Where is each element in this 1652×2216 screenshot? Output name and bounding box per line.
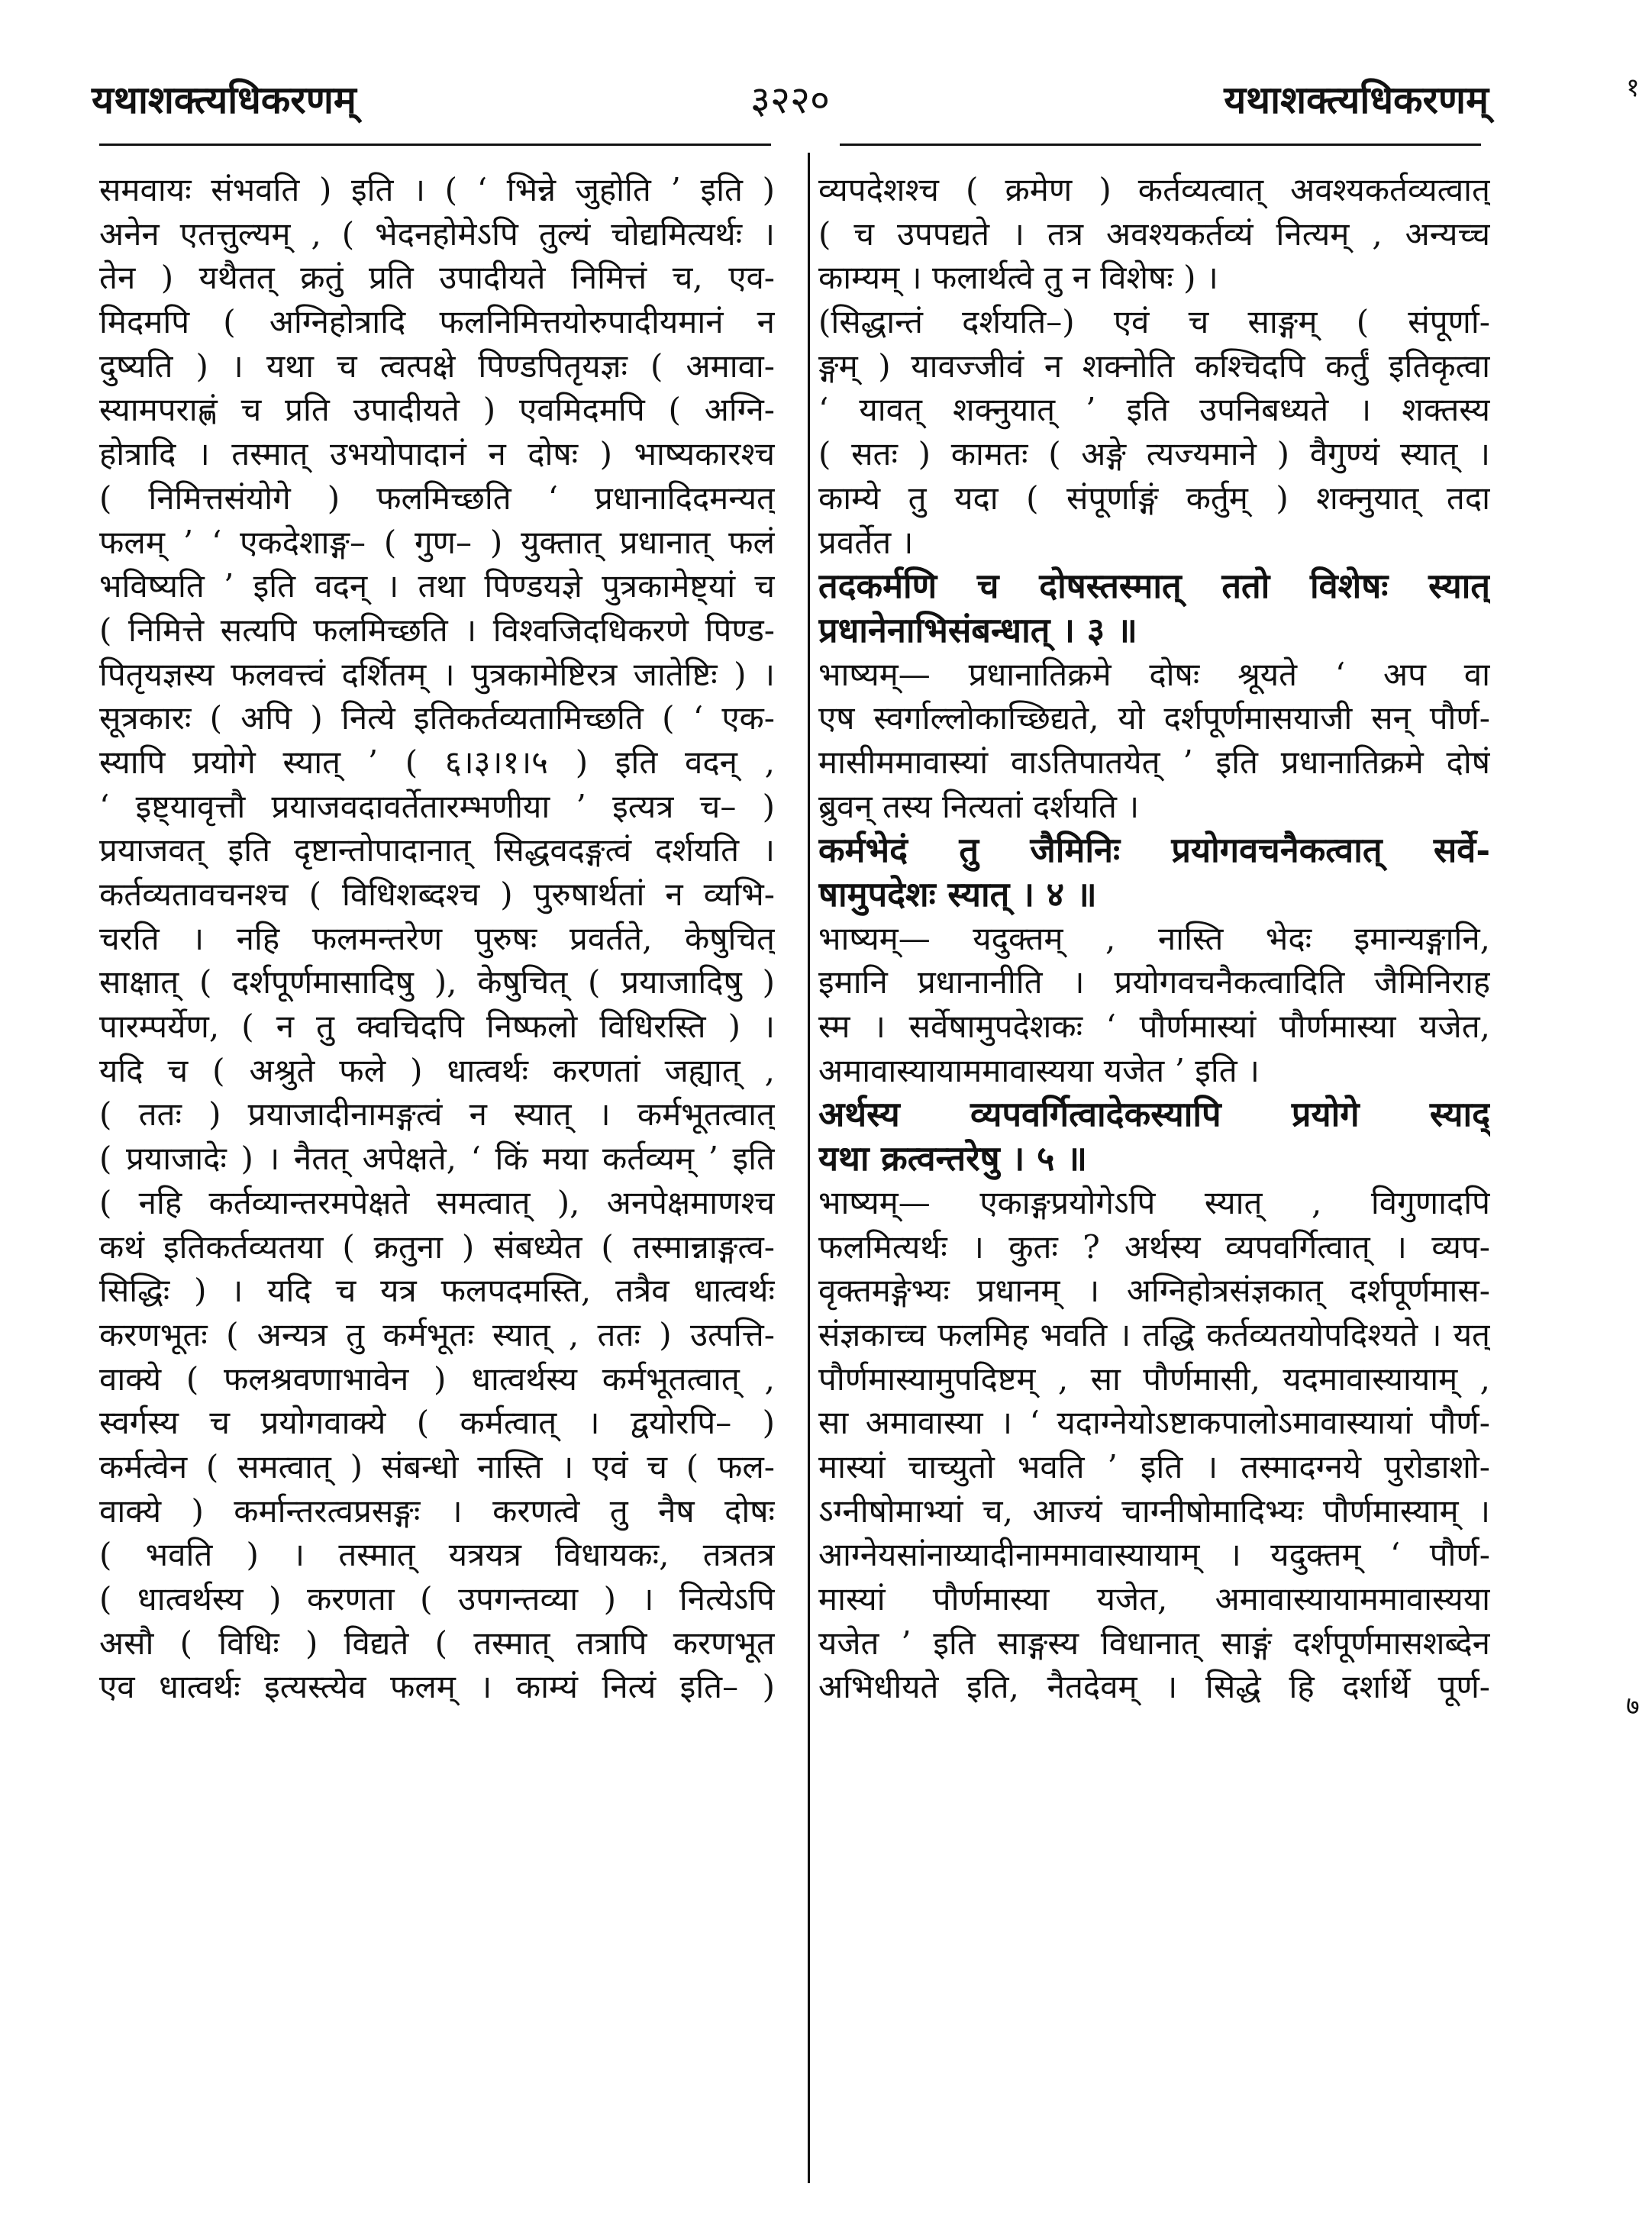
text-line: ( प्रयाजादेः ) । नैतत् अपेक्षते, ‘ किं मया कर्तव्यम् ’ इति <box>99 1140 775 1178</box>
text-line: पितृयज्ञस्य फलवत्त्वं दर्शितम् । पुत्रकामेष्टिरत्र जातेष्टिः ) । <box>99 655 775 693</box>
right-column <box>818 168 1490 1709</box>
text-line: ‘ इष्ट्यावृत्तौ प्रयाजवदावर्तेतारम्भणीया ’ इत्यत्र च– ) <box>99 787 775 825</box>
sutra-line: षामुपदेशः स्यात् । ४ ॥ <box>818 874 1097 914</box>
text-line: स्वर्गस्य च प्रयोगवाक्ये ( कर्मत्वात् । द्वयोरपि– ) <box>99 1404 775 1442</box>
text-line: ( धात्वर्थस्य ) करणता ( उपगन्तव्या ) । नित्येऽपि <box>99 1580 775 1618</box>
sutra-line: कर्मभेदं तु जैमिनिः प्रयोगवचनैकत्वात् सर्वे- <box>818 830 1490 871</box>
text-line: असौ ( विधिः ) विद्यते ( तस्मात् तत्रापि करणभूत <box>99 1624 775 1662</box>
text-line: स्यापि प्रयोगे स्यात् ’ ( ६।३।१।५ ) इति वदन् , <box>99 743 775 781</box>
text-line: ( भवति ) । तस्मात् यत्रयत्र विधायकः, तत्रतत्र <box>99 1536 775 1574</box>
sutra-line: प्रधानेनाभिसंबन्धात् । ३ ॥ <box>818 609 1137 650</box>
page-header <box>92 73 1489 134</box>
sutra-line: तदकर्मणि च दोषस्तस्मात् ततो विशेषः स्यात् <box>818 566 1490 607</box>
text-line: कथं इतिकर्तव्यतया ( क्रतुना ) संबध्येत ( तस्मान्नाङ्गत्व- <box>99 1227 775 1266</box>
text-line: भाष्यम्— यदुक्तम् , नास्ति भेदः इमान्यङ्गानि, <box>818 919 1490 957</box>
text-line: मास्यां पौर्णमास्या यजेत, अमावास्यायाममावास्यया <box>818 1580 1490 1618</box>
text-line: वाक्ये ( फलश्रवणाभावेन ) धात्वर्थस्य कर्मभूतत्वात् , <box>99 1360 775 1398</box>
text-line: ( निमित्ते सत्यपि फलमिच्छति । विश्वजिदधिकरणे पिण्ड- <box>99 611 775 649</box>
text-line: तेन ) यथैतत् क्रतुं प्रति उपादीयते निमित्तं च, एव- <box>99 259 775 297</box>
text-line: यजेत ’ इति साङ्गस्य विधानात् साङ्गं दर्शपूर्णमासशब्देन <box>818 1624 1490 1662</box>
text-line: व्यपदेशश्च ( क्रमेण ) कर्तव्यत्वात् अवश्यकर्तव्यत्वात् <box>818 171 1490 208</box>
text-line: एष स्वर्गाल्लोकाच्छिद्यते, यो दर्शपूर्णमासयाजी सन् पौर्ण- <box>818 699 1490 737</box>
text-line: ऽग्नीषोमाभ्यां च, आज्यं चाग्नीषोमादिभ्यः पौर्णमास्याम् । <box>818 1492 1490 1530</box>
text-line: (सिद्धान्तं दर्शयति–) एवं च साङ्गम् ( संपूर्णा- <box>818 303 1490 341</box>
text-line: वाक्ये ) कर्मान्तरत्वप्रसङ्गः । करणत्वे तु नैष दोषः <box>99 1492 775 1530</box>
text-line: स्यामपराह्णं च प्रति उपादीयते ) एवमिदमपि ( अग्नि- <box>99 391 775 429</box>
text-line: कर्मत्वेन ( समत्वात् ) संबन्धो नास्ति । एवं च ( फल- <box>99 1447 775 1485</box>
text-line: पारम्पर्येण, ( न तु क्वचिदपि निष्फलो विधिरस्ति ) । <box>99 1008 775 1046</box>
text-line: ( सतः ) कामतः ( अङ्गे त्यज्यमाने ) वैगुण्यं स्यात् । <box>818 435 1490 473</box>
text-line: फलमित्यर्थः । कुतः ? अर्थस्य व्यपवर्गित्वात् । व्यप- <box>818 1227 1490 1266</box>
text-line: ब्रुवन् तस्य नित्यतां दर्शयति । <box>818 787 1140 825</box>
sutra-line: अर्थस्य व्यपवर्गित्वादेकस्यापि प्रयोगे स्याद् <box>818 1094 1490 1135</box>
text-line: ङ्गम् ) यावज्जीवं न शक्नोति कश्चिदपि कर्तुं इतिकृत्वा <box>818 347 1490 385</box>
text-line: ‘ यावत् शक्नुयात् ’ इति उपनिबध्यते । शक्तस्य <box>818 391 1490 429</box>
text-line: संज्ञकाच्च फलमिह भवति । तद्धि कर्तव्यतयोपदिश्यते । यत् <box>818 1315 1490 1353</box>
text-line: स्म । सर्वेषामुपदेशकः ‘ पौर्णमास्यां पौर्णमास्या यजेत, <box>818 1008 1490 1046</box>
text-line: दुष्यति ) । यथा च त्वत्पक्षे पिण्डपितृयज्ञः ( अमावा- <box>99 347 775 385</box>
text-line: वृक्तमङ्गेभ्यः प्रधानम् । अग्निहोत्रसंज्ञकात् दर्शपूर्णमास- <box>818 1272 1490 1310</box>
text-line: एव धात्वर्थः इत्यस्त्येव फलम् । काम्यं नित्यं इति– ) <box>99 1668 775 1706</box>
header-rule-right <box>840 144 1481 146</box>
text-line: पौर्णमास्यामुपदिष्टम् , सा पौर्णमासी, यदमावास्यायाम् , <box>818 1360 1490 1398</box>
text-line: आग्नेयसांनाय्यादीनाममावास्यायाम् । यदुक्तम् ‘ पौर्ण- <box>818 1536 1490 1574</box>
text-line: अमावास्यायाममावास्यया यजेत ’ इति । <box>818 1051 1260 1089</box>
text-line: ( निमित्तसंयोगे ) फलमिच्छति ‘ प्रधानादिदमन्यत् <box>99 479 775 517</box>
text-line: समवायः संभवति ) इति । ( ‘ भिन्ने जुहोति ’ इति ) <box>99 171 775 208</box>
left-column <box>99 168 775 1709</box>
text-line: मासीममावास्यां वाऽतिपातयेत् ’ इति प्रधानातिक्रमे दोषं <box>818 743 1490 781</box>
text-line: ( नहि कर्तव्यान्तरमपेक्षते समत्वात् ), अनपेक्षमाणश्च <box>99 1183 775 1221</box>
text-line: काम्ये तु यदा ( संपूर्णाङ्गं कर्तुम् ) शक्नुयात् तदा <box>818 479 1490 517</box>
text-line: अनेन एतत्तुल्यम् , ( भेदनहोमेऽपि तुल्यं चोद्यमित्यर्थः । <box>99 215 775 253</box>
text-line: सूत्रकारः ( अपि ) नित्ये इतिकर्तव्यतामिच्छति ( ‘ एक- <box>99 699 775 737</box>
running-title-left: यथाशक्त्यधिकरणम् <box>92 77 357 122</box>
header-rule-left <box>99 144 771 146</box>
text-line: होत्रादि । तस्मात् उभयोपादानं न दोषः ) भाष्यकारश्च <box>99 435 775 473</box>
text-line: भविष्यति ’ इति वदन् । तथा पिण्डयज्ञे पुत्रकामेष्ट्यां च <box>99 567 775 605</box>
margin-mark: ७ <box>1626 1691 1640 1721</box>
text-line: इमानि प्रधानानीति । प्रयोगवचनैकत्वादिति जैमिनिराह <box>818 963 1490 1002</box>
text-line: साक्षात् ( दर्शपूर्णमासादिषु ), केषुचित् ( प्रयाजादिषु ) <box>99 963 775 1002</box>
text-line: यदि च ( अश्रुते फले ) धात्वर्थः करणतां जह्यात् , <box>99 1051 775 1089</box>
text-line: फलम् ’ ‘ एकदेशाङ्ग– ( गुण– ) युक्तात् प्रधानात् फलं <box>99 523 775 561</box>
margin-mark: १ <box>1626 73 1640 103</box>
sutra-line: यथा क्रत्वन्तरेषु । ५ ॥ <box>818 1138 1088 1179</box>
text-line: काम्यम् । फलार्थत्वे तु न विशेषः ) । <box>818 259 1218 297</box>
text-line: कर्तव्यतावचनश्च ( विधिशब्दश्च ) पुरुषार्थतां न व्यभि- <box>99 876 775 913</box>
text-line: प्रवर्तेत । <box>818 523 914 561</box>
text-line: भाष्यम्— प्रधानातिक्रमे दोषः श्रूयते ‘ अप वा <box>818 655 1490 693</box>
text-line: मिदमपि ( अग्निहोत्रादि फलनिमित्तयोरुपादीयमानं न <box>99 303 775 341</box>
text-line: सिद्धिः ) । यदि च यत्र फलपदमस्ति, तत्रैव धात्वर्थः <box>99 1272 775 1310</box>
text-line: मास्यां चाच्युतो भवति ’ इति । तस्मादग्नये पुरोडाशो- <box>818 1447 1490 1485</box>
text-line: भाष्यम्— एकाङ्गप्रयोगेऽपि स्यात् , विगुणादपि <box>818 1183 1490 1221</box>
text-line: सा अमावास्या । ‘ यदाग्नेयोऽष्टाकपालोऽमावास्यायां पौर्ण- <box>818 1404 1490 1442</box>
text-line: ( च उपपद्यते । तत्र अवश्यकर्तव्यं नित्यम् , अन्यच्च <box>818 215 1490 253</box>
text-line: करणभूतः ( अन्यत्र तु कर्मभूतः स्यात् , ततः ) उत्पत्ति- <box>99 1315 775 1353</box>
text-line: चरति । नहि फलमन्तरेण पुरुषः प्रवर्तते, केषुचित् <box>99 919 775 957</box>
running-title-right: यथाशक्त्यधिकरणम् <box>1224 77 1489 122</box>
text-line: अभिधीयते इति, नैतदेवम् । सिद्धे हि दर्शार्थे पूर्ण- <box>818 1668 1490 1706</box>
text-line: ( ततः ) प्रयाजादीनामङ्गत्वं न स्यात् । कर्मभूतत्वात् <box>99 1095 775 1134</box>
column-divider <box>808 153 810 2183</box>
text-line: प्रयाजवत् इति दृष्टान्तोपादानात् सिद्धवदङ्गत्वं दर्शयति । <box>99 831 775 869</box>
page-number: ३२२० <box>750 78 830 122</box>
